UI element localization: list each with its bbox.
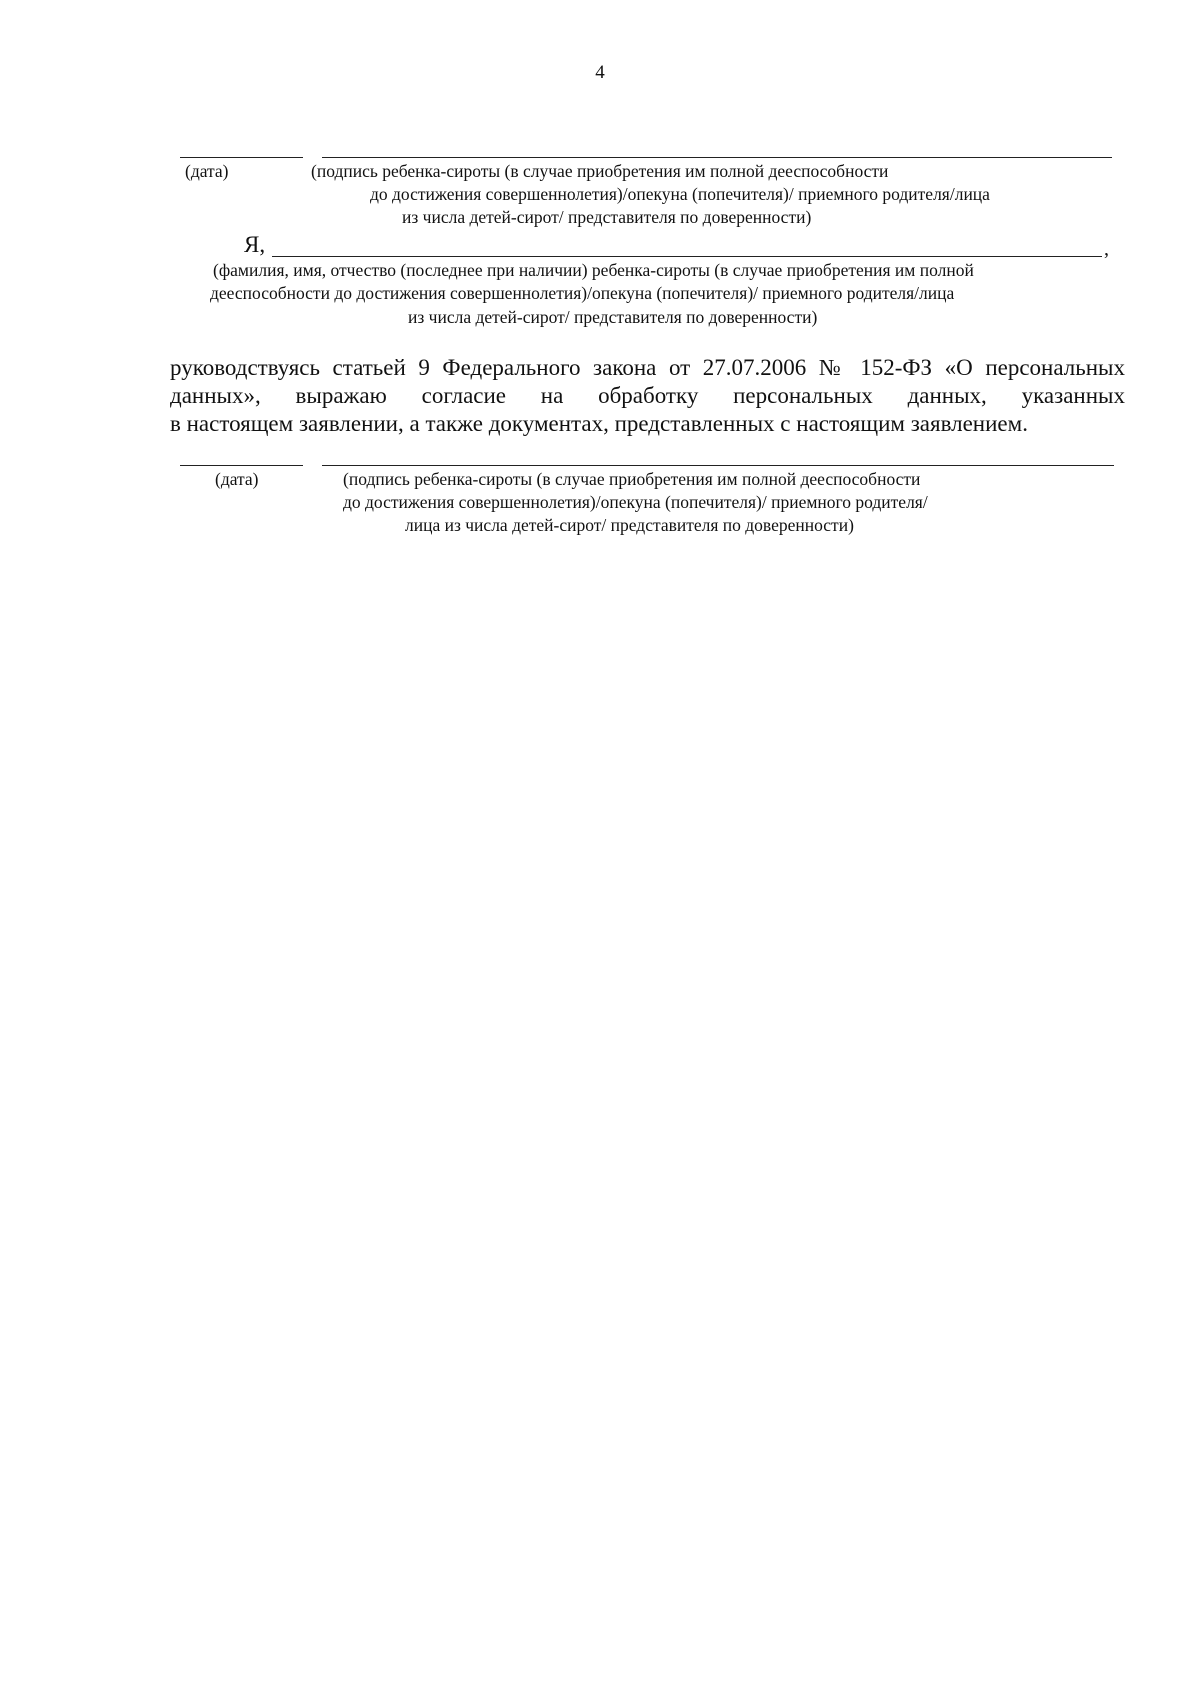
- name-line-comma: ,: [1104, 238, 1109, 260]
- signature-caption-line: до достижения совершеннолетия)/опекуна (попечителя)/ приемного родителя/: [343, 492, 928, 512]
- name-caption-line: дееспособности до достижения совершеннолетия)/опекуна (попечителя)/ приемного родителя/лица: [210, 283, 955, 303]
- name-line: [272, 256, 1102, 257]
- signature-line: [322, 465, 1114, 466]
- signature-line: [322, 157, 1112, 158]
- consent-paragraph: [170, 354, 1125, 438]
- signature-caption-line: до достижения совершеннолетия)/опекуна (попечителя)/ приемного родителя/лица: [370, 184, 990, 204]
- date-line: [180, 157, 303, 158]
- consent-line: в настоящем заявлении, а также документах, представленных с настоящим заявлением.: [170, 411, 1028, 436]
- signature-caption-line: (подпись ребенка-сироты (в случае приобретения им полной дееспособности: [343, 469, 921, 489]
- ya-label: Я,: [244, 232, 266, 257]
- name-caption-line: (фамилия, имя, отчество (последнее при наличии) ребенка-сироты (в случае приобретения им полной: [213, 260, 974, 280]
- date-line: [180, 465, 303, 466]
- name-caption-line: из числа детей-сирот/ представителя по доверенности): [408, 307, 818, 327]
- page-number: 4: [595, 62, 605, 83]
- consent-line: руководствуясь статьей 9 Федерального закона от 27.07.2006 № 152-ФЗ «О персональных: [170, 355, 1125, 380]
- date-caption: (дата): [215, 469, 259, 489]
- signature-caption-line: из числа детей-сирот/ представителя по доверенности): [402, 207, 812, 227]
- signature-caption-line: лица из числа детей-сирот/ представителя по доверенности): [405, 515, 854, 535]
- consent-line: данных», выражаю согласие на обработку персональных данных, указанных: [170, 383, 1125, 408]
- date-caption: (дата): [185, 161, 229, 181]
- signature-caption-line: (подпись ребенка-сироты (в случае приобретения им полной дееспособности: [311, 161, 889, 181]
